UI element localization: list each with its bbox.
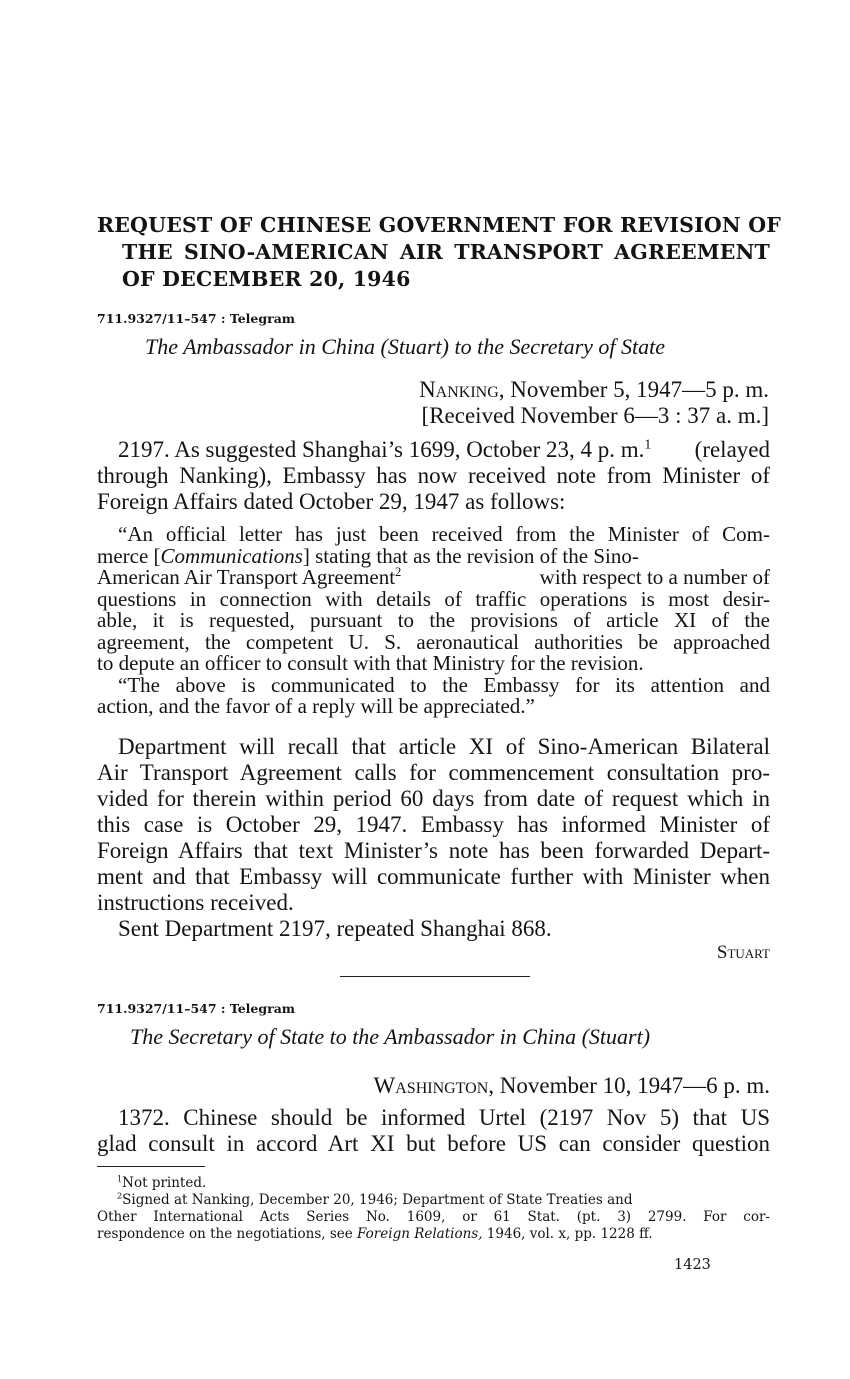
- document-heading: [145, 334, 665, 360]
- page-number: 1423: [674, 1257, 711, 1273]
- paragraph-1: [97, 437, 770, 515]
- para2-line-2: Air Transport Agreement calls for commencement consultation pro-: [97, 760, 770, 785]
- dateline-2-date: November 10, 1947—6 p. m.: [499, 1073, 770, 1098]
- para2-line-4: this case is October 29, 1947. Embassy has informed Minister of: [97, 812, 770, 837]
- footnote-1: $^1$Not printed.: [117, 1173, 207, 1191]
- quoted-note: [97, 524, 770, 718]
- quote-line-3: American Air Transport Agreement$^2$ with respect to a number of: [97, 565, 770, 589]
- doc2-para1-line-2: glad consult in accord Art XI but before US can consider question: [97, 1131, 770, 1156]
- heading-sender: The Ambassador in China: [145, 334, 376, 359]
- para1-line-2: through Nanking), Embassy has now received note from Minister of: [97, 463, 770, 488]
- quote-line-6: agreement, the competent U. S. aeronautical authorities be approached: [97, 629, 770, 654]
- footnote-2-line-2: Other International Acts Series No. 1609, or 61 Stat. (pt. 3) 2799. For cor-: [97, 1209, 770, 1225]
- title-line-1: REQUEST OF CHINESE GOVERNMENT FOR REVISION OF: [97, 213, 782, 237]
- para2-line-1: Department will recall that article XI of Sino-American Bilateral: [118, 734, 770, 759]
- para1-line-1: 2197. As suggested Shanghai’s 1699, October 23, 4 p. m.$^1$ (relayed: [118, 436, 770, 462]
- para2-line-7: instructions received.: [97, 890, 294, 915]
- paragraph-2: [97, 734, 770, 942]
- para1-line-3: Foreign Affairs dated October 29, 1947 as follows:: [97, 489, 566, 514]
- heading-recipient: to the Secretary of State: [454, 334, 666, 359]
- footnote-rule: [97, 1166, 205, 1167]
- dateline-2-place: Washington,: [373, 1073, 495, 1098]
- dateline-2: [360, 1073, 770, 1099]
- footnotes: [97, 1175, 770, 1243]
- quote-line-4: questions in connection with details of traffic operations is most desir-: [97, 586, 770, 611]
- received-line: [Received November 6—3 : 37 a. m.]: [421, 403, 769, 428]
- signature: Stuart: [716, 942, 770, 963]
- quote-line-1: “An official letter has just been received from the Minister of Com-: [118, 522, 770, 546]
- heading-2-name: (Stuart): [581, 1024, 651, 1049]
- quote-line-2: merce [Communications] stating that as the revision of the Sino-: [97, 543, 639, 568]
- dateline-place: Nanking,: [419, 377, 505, 402]
- footnote-2-line-3: respondence on the negotiations, see Foreign Relations, 1946, vol. x, pp. 1228 ff.: [97, 1226, 653, 1242]
- quote-line-9: action, and the favor of a reply will be appreciated.”: [97, 694, 535, 718]
- file-reference: 711.9327/11–547 : Telegram: [97, 311, 296, 326]
- doc2-paragraph-1: [97, 1105, 770, 1157]
- footnote-2-line-1: $^2$Signed at Nanking, December 20, 1946; Department of State Treaties and: [117, 1190, 633, 1208]
- para2-line-8: Sent Department 2197, repeated Shanghai 868.: [118, 916, 552, 941]
- heading-name: (Stuart): [380, 334, 449, 359]
- title-line-3: OF DECEMBER 20, 1946: [122, 267, 411, 291]
- section-title: [97, 212, 782, 293]
- quote-line-8: “The above is communicated to the Embassy for its attention and: [118, 672, 770, 697]
- title-line-2: [97, 239, 770, 266]
- dateline-date: November 5, 1947—5 p. m.: [510, 377, 769, 402]
- para2-line-5: Foreign Affairs that text Minister’s note has been forwarded Depart-: [97, 838, 770, 863]
- document-heading-2: [130, 1024, 650, 1050]
- para2-line-3: vided for therein within period 60 days from date of request which in: [97, 786, 770, 811]
- quote-line-5: able, it is requested, pursuant to the provisions of article XI of the: [97, 608, 770, 632]
- dateline: [412, 377, 769, 403]
- doc2-para1-line-1: 1372. Chinese should be informed Urtel (2197 Nov 5) that US: [118, 1105, 770, 1130]
- title-line-2-text: THE SINO-AMERICAN AIR TRANSPORT AGREEMENT: [122, 240, 770, 264]
- section-divider: [340, 976, 530, 977]
- file-reference-2: 711.9327/11–547 : Telegram: [97, 1001, 296, 1016]
- quote-line-7: to depute an officer to consult with that Ministry for the revision.: [97, 651, 644, 675]
- heading-2-text: The Secretary of State to the Ambassador in China: [130, 1024, 577, 1049]
- para2-line-6: ment and that Embassy will communicate further with Minister when: [97, 864, 770, 889]
